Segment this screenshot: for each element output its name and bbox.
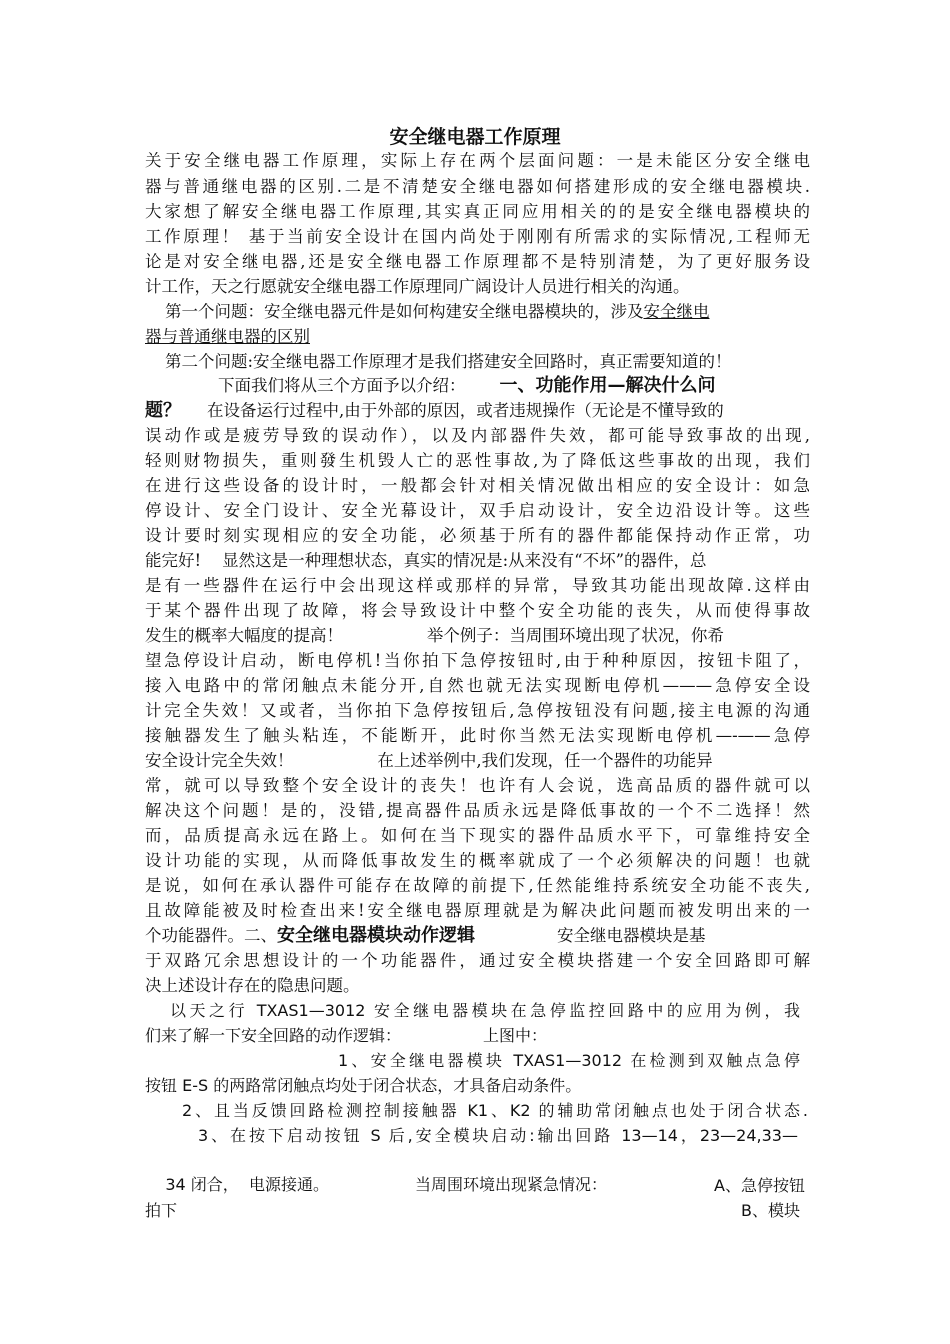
question-one-text: 第一个问题：安全继电器元件是如何构建安全继电器模块的，涉及: [165, 302, 644, 321]
paragraph-line: 且故障能被及时检查出来!安全继电器原理就是为解决此问题而被发明出来的一: [145, 901, 810, 920]
paragraph-line: 关于安全继电器工作原理，实际上存在两个层面问题：一是未能区分安全继电: [145, 151, 810, 170]
figure-reference-text: 上图中：: [483, 1026, 548, 1045]
paragraph-line: 接入电路中的常闭触点未能分开,自然也就无法实现断电停机———急停安全设: [145, 676, 810, 695]
paragraph-line: 接触器发生了触头粘连，不能断开，此时你当然无法实现断电停机—-——急停: [145, 726, 810, 745]
paragraph-line: 停设计、安全门设计、安全光幕设计，双手启动设计，安全边沿设计等。这些: [145, 501, 810, 520]
paragraph-line: 1、安全继电器模块 TXAS1—3012 在检测到双触点急停: [338, 1051, 800, 1070]
emergency-text: 当周围环境出现紧急情况：: [414, 1175, 607, 1194]
intro-text: 下面我们将从三个方面予以介绍：: [218, 376, 466, 395]
paragraph-line: 于某个器件出现了故障，将会导致设计中整个安全功能的丧失，从而使得事故: [145, 601, 810, 620]
paragraph-line: 是有一些器件在运行中会出现这样或那样的异常，导致其功能出现故障.这样由: [145, 576, 810, 595]
paragraph-line: 解决这个问题！是的，没错,提高器件品质永远是降低事故的一个不二选择！然: [145, 801, 810, 820]
paragraph-line: 发生的概率大幅度的提高！ 举个例子：当周围环境出现了状况，你希: [145, 626, 724, 645]
paragraph-line: 于双路冗余思想设计的一个功能器件，通过安全模块搭建一个安全回路即可解: [145, 951, 810, 970]
section-2-text: 安全继电器模块是基: [557, 926, 706, 945]
paragraph-line: 设计要时刻实现相应的安全功能，必须基于所有的器件都能保持动作正常，功: [145, 526, 810, 545]
paragraph-line: 决上述设计存在的隐患问题。: [145, 976, 360, 995]
document-title: 安全继电器工作原理: [389, 126, 561, 148]
paragraph-line: 以天之行 TXAS1—3012 安全继电器模块在急停监控回路中的应用为例，我: [170, 1001, 800, 1020]
paragraph-line: [165, 300, 810, 324]
paragraph-line: 在进行这些设备的设计时，一般都会针对相关情况做出相应的安全设计：如急: [145, 476, 810, 495]
paragraph-line: 论是对安全继电器,还是安全继电器工作原理都不是特别清楚，为了更好服务设: [145, 252, 810, 271]
paragraph-line: 工作原理！ 基于当前安全设计在国内尚处于刚刚有所需求的实际情况,工程师无: [145, 227, 810, 246]
section-heading-1-end: 题？: [145, 400, 181, 421]
paragraph-line: 3、在按下启动按钮 S 后,安全模块启动:输出回路 13—14，23—24,33—: [198, 1126, 798, 1145]
paragraph-line: 大家想了解安全继电器工作原理,其实真正同应用相关的的是安全继电器模块的: [145, 202, 810, 221]
paragraph-line: 轻则财物损失，重则發生机毁人亡的恶性事故,为了降低这些事故的出现，我们: [145, 451, 810, 470]
section-heading-2: 安全继电器模块动作逻辑: [277, 925, 475, 946]
paragraph-line: [145, 924, 810, 948]
paragraph-line: 计工作，天之行愿就安全继电器工作原理同广阔设计人员进行相关的沟通。: [145, 277, 690, 296]
step-3-end-text: 34 闭合， 电源接通。: [165, 1175, 329, 1194]
paragraph-line: 误动作或是疲劳导致的误动作），以及内部器件失效，都可能导致事故的出现,: [145, 426, 810, 445]
logic-intro-text: 们来了解一下安全回路的动作逻辑：: [145, 1026, 402, 1045]
underlined-link-text: 器与普通继电器的区别: [145, 327, 310, 346]
paragraph-line: 能完好! 显然这是一种理想状态，真实的情况是:从来没有“不坏”的器件，总: [145, 551, 707, 570]
paragraph-line: B、模块: [741, 1201, 800, 1220]
paragraph-line: 常，就可以导致整个安全设计的丧失！也许有人会说，选高品质的器件就可以: [145, 776, 810, 795]
paragraph-line: 2、且当反馈回路检测控制接触器 K1、K2 的辅助常闭触点也处于闭合状态.: [182, 1101, 808, 1120]
underlined-link-text: 安全继电: [643, 302, 710, 321]
section-heading-1: 一、功能作用—解决什么问: [499, 375, 716, 396]
paragraph-line: 设计功能的实现，从而降低事故发生的概率就成了一个必须解决的问题！也就: [145, 851, 810, 870]
paragraph-line: [145, 399, 810, 423]
paragraph-line: 按钮 E-S 的两路常闭触点均处于闭合状态，才具备启动条件。: [145, 1076, 582, 1095]
paragraph-line: 计完全失效！又或者，当你拍下急停按钮后,急停按钮没有问题,接主电源的沟通: [145, 701, 810, 720]
paragraph-line: 第二个问题:安全继电器工作原理才是我们搭建安全回路时，真正需要知道的！: [165, 352, 732, 371]
paragraph-line: [218, 374, 818, 398]
paragraph-line: 安全设计完全失效！ 在上述举例中,我们发现，任一个器件的功能异: [145, 751, 713, 770]
paragraph-line: A、急停按钮: [714, 1176, 805, 1195]
paragraph-line: 器与普通继电器的区别.二是不清楚安全继电器如何搭建形成的安全继电器模块.: [145, 177, 810, 196]
paragraph-line: 而，品质提高永远在路上。如何在当下现实的器件品质水平下，可靠维持安全: [145, 826, 810, 845]
paragraph-line: 是说，如何在承认器件可能存在故障的前提下,任然能维持系统安全功能不丧失,: [145, 876, 810, 895]
section-1-end-text: 个功能器件。二、: [145, 926, 277, 945]
paragraph-line: [145, 1024, 810, 1048]
section-1-text: 在设备运行过程中,由于外部的原因，或者违规操作（无论是不懂导致的: [207, 401, 724, 420]
paragraph-line: 望急停设计启动，断电停机!当你拍下急停按钮时,由于种种原因，按钮卡阻了，: [145, 651, 810, 670]
paragraph-line: 拍下: [145, 1201, 178, 1220]
